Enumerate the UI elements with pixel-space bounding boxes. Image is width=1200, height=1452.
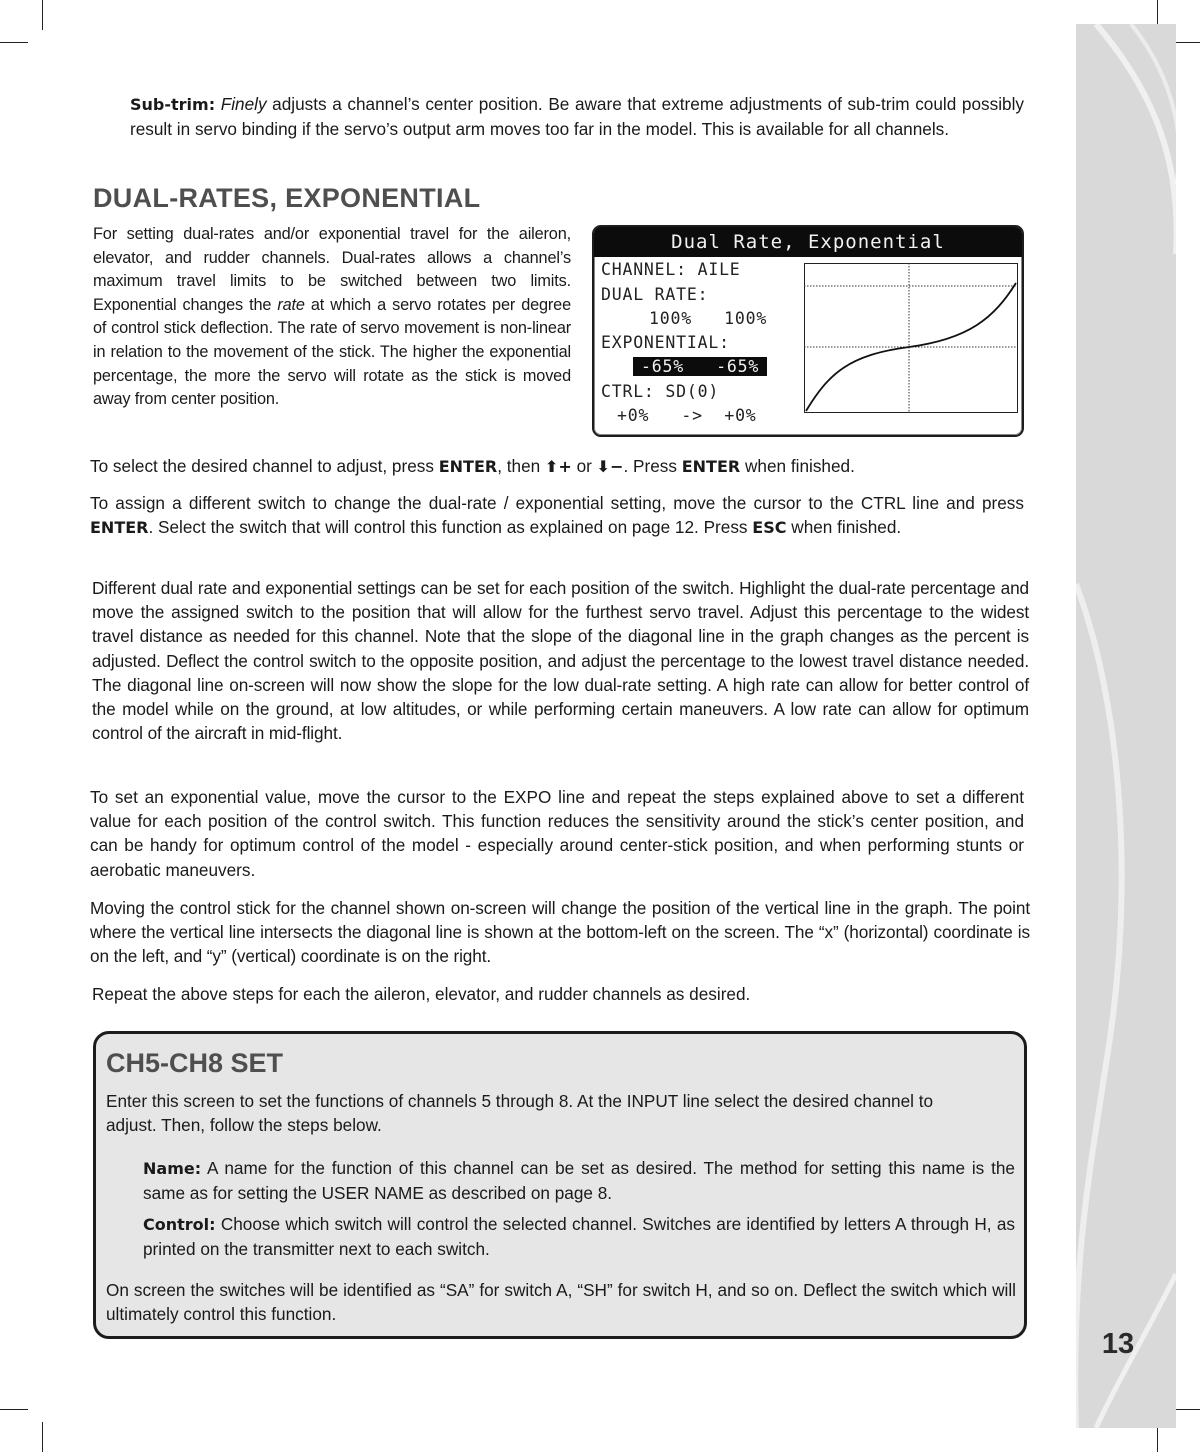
- subtrim-emphasis: Finely: [220, 94, 267, 114]
- lcd-coords: +0% -> +0%: [617, 406, 757, 425]
- side-tab-swoosh: [1076, 24, 1176, 1428]
- expo-settings-paragraph: To set an exponential value, move the cursor to the EXPO line and repeat the steps explained above to set a different value for each position of the control switch. This function reduces the sensitivity around the stick’s center position, and can be handy for optimum control of the model - especially around center-stick position, and when performing stunts or aerobatic maneuvers.: [90, 787, 1024, 880]
- enter-key: ENTER: [438, 457, 498, 476]
- crop-mark: [42, 0, 43, 30]
- enter-key: ENTER: [681, 457, 741, 476]
- crop-mark: [0, 1409, 28, 1410]
- lcd-ctrl: CTRL: SD(0): [601, 382, 720, 401]
- name-text: A name for the function of this channel can be set as desired. The method for setting this name is the same as for setting the USER NAME as described on page 8.: [143, 1158, 1015, 1204]
- subtrim-text: adjusts a channel’s center position. Be aware that extreme adjustments of sub-trim could possibly result in servo binding if the servo’s output arm moves too far in the model. This is available for all channels.: [130, 94, 1024, 140]
- intro-emphasis: rate: [277, 295, 305, 314]
- side-tab: [1076, 24, 1176, 1428]
- p1-text-c: . Press: [623, 456, 682, 476]
- control-stick-paragraph: Moving the control stick for the channel shown on-screen will change the position of the vertical line in the graph. The point where the vertical line intersects the diagonal line is shown at the bottom-left on the screen. The “x” (horizontal) coordinate is on the left, and “y” (vertical) coordinate is on the right.: [90, 898, 1030, 967]
- crop-mark: [0, 42, 28, 43]
- p1-text-d: when finished.: [740, 456, 855, 476]
- p2-text-b: . Select the switch that will control this function as explained on page 12. Press: [148, 517, 753, 538]
- crop-mark: [1172, 42, 1200, 43]
- ch5-ch8-outro: On screen the switches will be identified as “SA” for switch A, “SH” for switch H, and so on. Deflect the switch which will ultimately control this function.: [106, 1280, 1016, 1325]
- select-channel-paragraph: [90, 454, 1030, 479]
- intro-text-a: For setting dual-rates and/or exponential travel for the aileron, elevator, and rudder channels. Dual-rates allows a channel’s maximum travel limits to be switched between two limits. Exponential changes the: [93, 225, 571, 314]
- lcd-title: Dual Rate, Exponential: [594, 227, 1022, 257]
- expo-curve-graph: [804, 263, 1018, 413]
- assign-switch-paragraph: [90, 491, 1024, 540]
- up-plus-key: ⬆+: [545, 457, 572, 476]
- lcd-expo-label: EXPONENTIAL:: [601, 333, 730, 352]
- lcd-dual-rate-values: 100% 100%: [649, 309, 768, 328]
- page-number: 13: [1101, 1328, 1135, 1360]
- esc-key: ESC: [752, 518, 787, 538]
- control-paragraph: [143, 1212, 1015, 1261]
- enter-key: ENTER: [90, 518, 149, 538]
- section-heading-dual-rates: DUAL-RATES, EXPONENTIAL: [93, 183, 481, 213]
- crop-mark: [42, 1422, 43, 1452]
- intro-text-b: at which a servo rotates per degree of control stick deflection. The rate of servo movement is non-linear in relation to the movement of the stick. The higher the exponential percentage, the more the servo will rotate as the stick is moved away from center position.: [93, 295, 571, 409]
- down-minus-key: ⬇−: [596, 457, 624, 476]
- p1-text-a: To select the desired channel to adjust, press: [90, 456, 439, 476]
- p2-text-a: To assign a different switch to change the dual-rate / exponential setting, move the cursor to the CTRL line and press: [90, 493, 1024, 513]
- p1-text-or: or: [571, 456, 597, 476]
- subtrim-label: Sub-trim:: [130, 95, 216, 114]
- control-text: Choose which switch will control the selected channel. Switches are identified by letters A through H, as printed on the transmitter next to each switch.: [143, 1214, 1015, 1260]
- p2-text-c: when finished.: [786, 517, 902, 538]
- ch5-ch8-intro: Enter this screen to set the functions of channels 5 through 8. At the INPUT line select the desired channel to adjust. Then, follow the steps below.: [106, 1091, 934, 1136]
- dual-rate-intro: [93, 223, 571, 412]
- lcd-channel: CHANNEL: AILE: [601, 260, 741, 279]
- subtrim-paragraph: [130, 92, 1024, 141]
- lcd-screen: [592, 225, 1024, 437]
- dual-rate-settings-paragraph: Different dual rate and exponential settings can be set for each position of the switch. Highlight the dual-rate percentage and move the assigned switch to the position that will allow for the furthest servo travel. Adjust this percentage to the widest travel distance as needed for this channel. Note that the slope of the diagonal line in the graph changes as the percent is adjusted. Deflect the control switch to the opposite position, and adjust the percentage to the lowest travel distance needed. The diagonal line on-screen will now show the slope for the low dual-rate setting. A high rate can allow for better control of the model while on the ground, at low altitudes, or while performing certain maneuvers. A low rate can allow for optimum control of the aircraft in mid-flight.: [92, 578, 1029, 744]
- name-paragraph: [143, 1156, 1015, 1205]
- p1-text-b: , then: [497, 456, 545, 476]
- control-label: Control:: [143, 1215, 216, 1234]
- lcd-expo-values: -65% -65%: [633, 357, 767, 376]
- crop-mark: [1172, 1409, 1200, 1410]
- repeat-steps-paragraph: Repeat the above steps for each the aileron, elevator, and rudder channels as desired.: [92, 984, 751, 1004]
- lcd-dual-rate-label: DUAL RATE:: [601, 285, 709, 304]
- section-heading-ch5-ch8: CH5-CH8 SET: [106, 1048, 284, 1078]
- name-label: Name:: [143, 1159, 202, 1178]
